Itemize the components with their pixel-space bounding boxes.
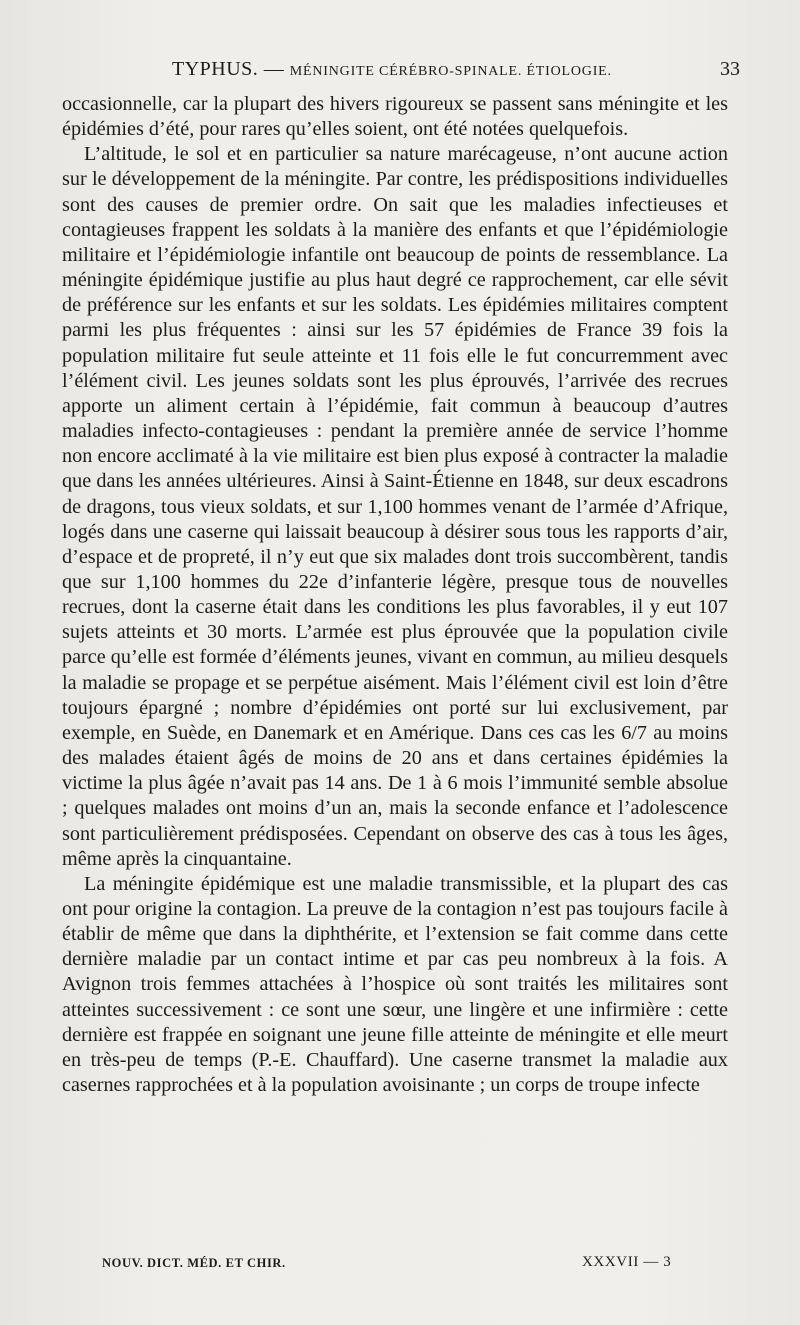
page-footer xyxy=(62,1256,728,1276)
header-title-main: TYPHUS. — xyxy=(172,58,290,80)
header-title xyxy=(172,58,612,81)
paragraph-continuation: occasionnelle, car la plupart des hivers rigoureux se passent sans méningite et les épidémies d’été, pour rares qu’elles soient, ont été notées quelquefois. xyxy=(62,93,728,141)
paragraph-predispositions: L’altitude, le sol et en particulier sa nature marécageuse, n’ont aucune action sur le développement de la méningite. Par contre, les prédispositions individuelles sont des causes de premier ordre. On sait que les maladies infectieuses et contagieuses frappent les soldats à la manière des enfants et que l’épidémiologie militaire et l’épidémiologie infantile ont beaucoup de points de ressemblance. La méningite épidémique justifie au plus haut degré ce rapprochement, car elle sévit de préférence sur les enfants et sur les soldats. Les épidémies militaires comptent parmi les plus fréquentes : ainsi sur les 57 épidémies de France 39 fois la population militaire fut seule atteinte et 11 fois elle le fut concurremment avec l’élément civil. Les jeunes soldats sont les plus éprouvés, l’arrivée des recrues apporte un aliment certain à l’épidémie, fait commun à beaucoup d’autres maladies infecto-contagieuses : pendant la première année de service l’homme non encore acclimaté à la vie militaire est bien plus exposé à contracter la maladie que dans les années ultérieures. Ainsi à Saint-Étienne en 1848, sur deux escadrons de dragons, tous vieux soldats, et sur 1,100 hommes venant de l’armée d’Afrique, logés dans une caserne qui laissait beaucoup à désirer sous tous les rapports d’air, d’espace et de propreté, il n’y eut que six malades dont trois succombèrent, tandis que sur 1,100 hommes du 22e d’infanterie légère, presque tous de nouvelles recrues, dont la caserne était dans les conditions les plus favorables, il y eut 107 sujets atteints et 30 morts. L’armée est plus éprouvée que la population civile parce qu’elle est formée d’éléments jeunes, vivant en commun, au milieu desquels la maladie se propage et se perpétue aisément. Mais l’élément civil est loin d’être toujours épargné ; nombre d’épidémies ont porté sur lui exclusivement, par exemple, en Suède, en Danemark et en Amérique. Dans ces cas les 6/7 au moins des malades étaient âgés de moins de 20 ans et dans certaines épidémies la victime la plus âgée n’avait pas 14 ans. De 1 à 6 mois l’immunité semble absolue ; quelques malades ont moins d’un an, mais la seconde enfance et l’adolescence sont particulièrement prédisposées. Cependant on observe des cas à tous les âges, même après la cinquantaine. xyxy=(62,143,728,870)
footer-signature: XXXVII — 3 xyxy=(582,1254,672,1270)
paragraph-contagion: La méningite épidémique est une maladie transmissible, et la plupart des cas ont pour origine la contagion. La preuve de la contagion n’est pas toujours facile à établir de même que dans la diphthérite, et l’extension se fait comme dans cette dernière maladie par un contact intime et par cas peu nombreux à la fois. A Avignon trois femmes attachées à l’hospice où sont traités les militaires sont atteintes successivement : ce sont une sœur, une lingère et une infirmière : cette dernière est frappée en soignant une jeune fille atteinte de méningite et elle meurt en très-peu de temps (P.-E. Chauffard). Une caserne transmet la maladie aux casernes rapprochées et à la population avoisinante ; un corps de troupe infecte xyxy=(62,872,728,1097)
body-text xyxy=(62,92,728,1098)
running-header xyxy=(62,58,740,84)
page-number: 33 xyxy=(720,58,740,80)
header-title-sub: MÉNINGITE CÉRÉBRO-SPINALE. ÉTIOLOGIE. xyxy=(289,64,612,79)
footer-publication: NOUV. DICT. MÉD. ET CHIR. xyxy=(102,1256,286,1270)
